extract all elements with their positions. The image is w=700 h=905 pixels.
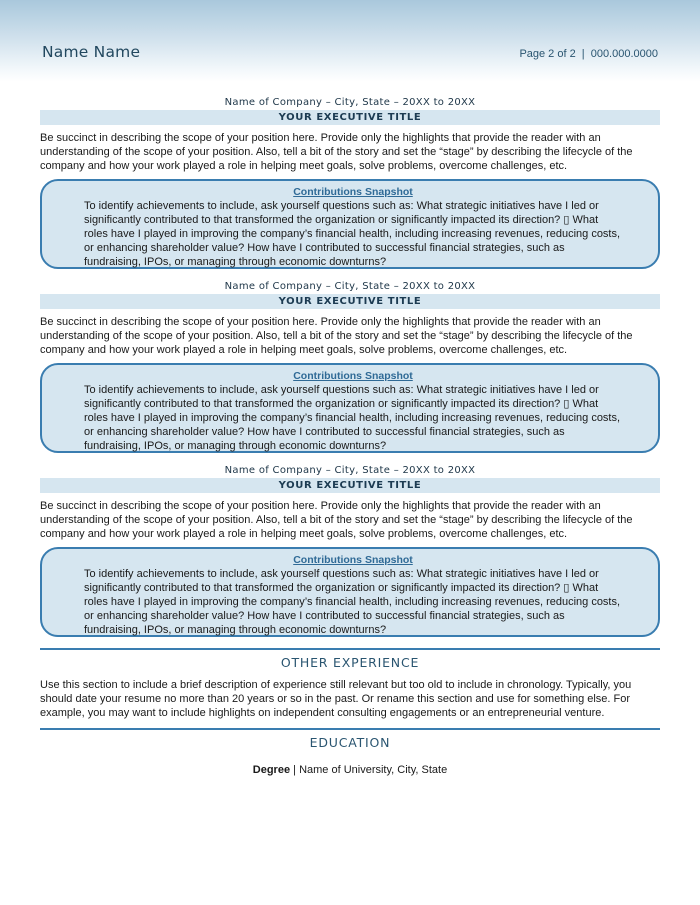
- job-title: YOUR EXECUTIVE TITLE: [40, 294, 660, 309]
- phone-number: 000.000.0000: [590, 48, 658, 60]
- job-scope: Be succinct in describing the scope of your position here. Provide only the highlights that provide the reader with an understanding of the scope of your position. Also, tell a bit of the story and set the “stage” by describing the lifecycle of the company and how your work played a role in helping meet goals, solve problems, overcome challenges, etc.: [40, 132, 633, 172]
- university: Name of University, City, State: [299, 764, 448, 776]
- candidate-name: Name Name: [42, 43, 141, 61]
- job-entry: [40, 464, 660, 637]
- company-line: Name of Company – City, State – 20XX to 20XX: [224, 465, 476, 476]
- job-scope: Be succinct in describing the scope of your position here. Provide only the highlights that provide the reader with an understanding of the scope of your position. Also, tell a bit of the story and set the “stage” by describing the lifecycle of the company and how your work played a role in helping meet goals, solve problems, overcome challenges, etc.: [40, 316, 633, 356]
- other-experience-body: Use this section to include a brief description of experience still relevant but too old to include in chronology. Typically, you should date your resume no more than 20 years or so in the past. Or rename this section and use for something else. For example, you may want to include highlights on independent consulting engagements or an entrepreneurial venture.: [40, 679, 632, 719]
- section-divider: [40, 728, 660, 730]
- snapshot-body: To identify achievements to include, ask yourself questions such as: What strategic initiatives have I led or significantly contributed to that transformed the organization or significantly impacted its direction? ▯ What roles have I played in improving the company’s financial health, including increasing revenues, reducing costs, or enhancing shareholder value? How have I contributed to successful financial strategies, such as fundraising, IPOs, or managing through economic downturns?: [84, 384, 621, 452]
- contributions-snapshot: [40, 547, 660, 637]
- company-line: Name of Company – City, State – 20XX to 20XX: [224, 97, 476, 108]
- snapshot-title: Contributions Snapshot: [293, 554, 413, 566]
- job-scope: Be succinct in describing the scope of your position here. Provide only the highlights that provide the reader with an understanding of the scope of your position. Also, tell a bit of the story and set the “stage” by describing the lifecycle of the company and how your work played a role in helping meet goals, solve problems, overcome challenges, etc.: [40, 500, 633, 540]
- job-entry: [40, 280, 660, 453]
- contributions-snapshot: [40, 363, 660, 453]
- contributions-snapshot: [40, 179, 660, 269]
- snapshot-body: To identify achievements to include, ask yourself questions such as: What strategic initiatives have I led or significantly contributed to that transformed the organization or significantly impacted its direction? ▯ What roles have I played in improving the company’s financial health, including increasing revenues, reducing costs, or enhancing shareholder value? How have I contributed to successful financial strategies, such as fundraising, IPOs, or managing through economic downturns?: [84, 568, 621, 636]
- other-experience-heading: OTHER EXPERIENCE: [280, 655, 420, 670]
- snapshot-title: Contributions Snapshot: [293, 370, 413, 382]
- header-separator: |: [581, 48, 585, 60]
- job-title: YOUR EXECUTIVE TITLE: [40, 478, 660, 493]
- snapshot-title: Contributions Snapshot: [293, 186, 413, 198]
- education-heading: EDUCATION: [309, 735, 391, 750]
- job-title: YOUR EXECUTIVE TITLE: [40, 110, 660, 125]
- header-band: [0, 0, 700, 82]
- education-entry: [40, 764, 660, 776]
- section-divider: [40, 648, 660, 650]
- education-separator: |: [293, 764, 296, 776]
- page-number: Page 2 of 2: [519, 48, 576, 60]
- company-line: Name of Company – City, State – 20XX to 20XX: [224, 281, 476, 292]
- snapshot-body: To identify achievements to include, ask yourself questions such as: What strategic initiatives have I led or significantly contributed to that transformed the organization or significantly impacted its direction? ▯ What roles have I played in improving the company’s financial health, including increasing revenues, reducing costs, or enhancing shareholder value? How have I contributed to successful financial strategies, such as fundraising, IPOs, or managing through economic downturns?: [84, 200, 621, 268]
- page-info: [519, 48, 658, 60]
- resume-body: [40, 96, 660, 776]
- job-entry: [40, 96, 660, 269]
- degree: Degree: [252, 764, 291, 776]
